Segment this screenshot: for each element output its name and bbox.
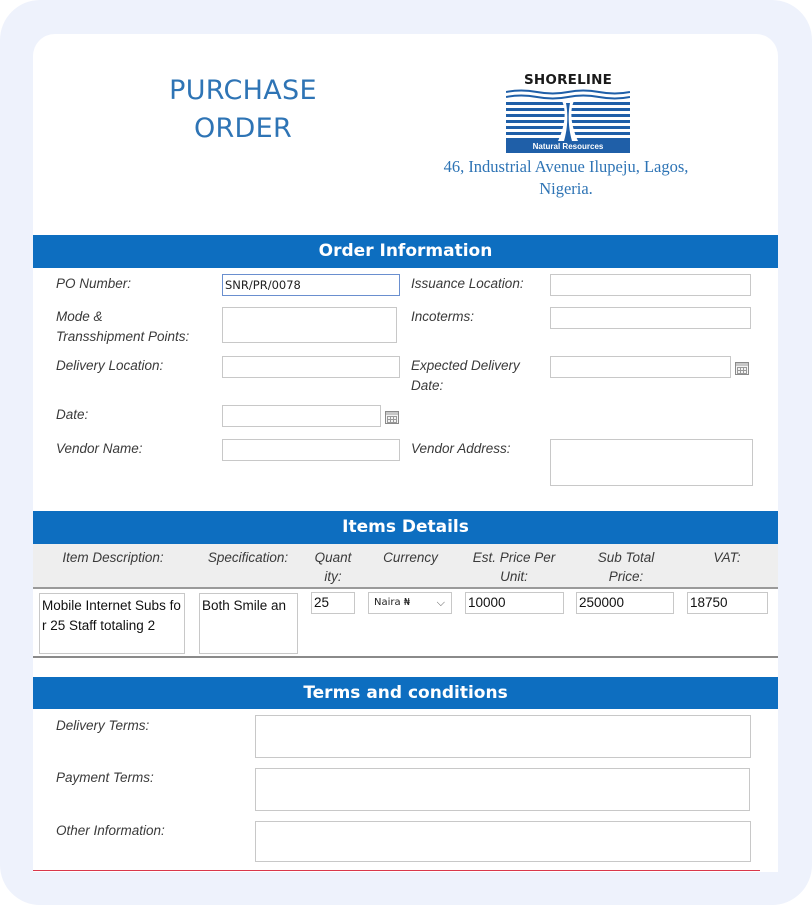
col-quantity-line-2: ity: <box>324 569 342 584</box>
col-subtotal-line-1: Sub Total <box>597 550 655 565</box>
col-sub-total <box>578 548 674 586</box>
currency-selected-value: Naira ₦ <box>374 597 411 608</box>
expected-delivery-line-2: Date: <box>411 378 444 393</box>
other-information-field[interactable] <box>255 821 751 862</box>
calendar-icon[interactable] <box>385 411 399 424</box>
vendor-address-label: Vendor Address: <box>411 441 511 456</box>
address-line-1: 46, Industrial Avenue Ilupeju, Lagos, <box>443 157 689 176</box>
vat-cell[interactable]: 18750 <box>687 592 768 614</box>
date-label: Date: <box>56 407 89 422</box>
issuance-location-label: Issuance Location: <box>411 276 524 291</box>
items-table-header <box>33 544 778 589</box>
mode-label-line-1: Mode & <box>56 309 103 324</box>
col-item-description: Item Description: <box>62 550 164 565</box>
currency-select[interactable] <box>368 592 452 614</box>
logo-waves-icon <box>506 89 630 141</box>
payment-terms-label: Payment Terms: <box>56 770 154 785</box>
title-line-1: PURCHASE <box>169 75 317 106</box>
delivery-location-field[interactable] <box>222 356 400 378</box>
vendor-address-field[interactable] <box>550 439 753 486</box>
page-title <box>153 72 333 148</box>
issuance-location-field[interactable] <box>550 274 751 296</box>
page-bottom-border <box>33 870 760 871</box>
delivery-location-label: Delivery Location: <box>56 358 164 373</box>
col-est-price <box>461 548 567 586</box>
address-line-2: Nigeria. <box>539 179 593 198</box>
date-field[interactable] <box>222 405 381 427</box>
other-information-label: Other Information: <box>56 823 165 838</box>
chevron-down-icon: ⌵ <box>436 596 445 609</box>
calendar-icon[interactable] <box>735 362 749 375</box>
col-vat: VAT: <box>713 550 741 565</box>
purchase-order-form <box>33 34 778 872</box>
title-line-2: ORDER <box>193 113 293 144</box>
sub-total-cell[interactable]: 250000 <box>576 592 674 614</box>
items-divider <box>33 656 778 658</box>
col-currency: Currency <box>383 550 438 565</box>
specification-cell[interactable]: Both Smile an <box>199 593 298 654</box>
terms-conditions-header: Terms and conditions <box>33 677 778 709</box>
expected-delivery-date-label <box>411 356 520 396</box>
est-price-cell[interactable]: 10000 <box>465 592 564 614</box>
items-details-header: Items Details <box>33 511 778 544</box>
company-address <box>416 156 716 200</box>
item-description-cell[interactable]: Mobile Internet Subs for 25 Staff totaling 2 <box>39 593 185 654</box>
incoterms-label: Incoterms: <box>411 309 475 324</box>
incoterms-field[interactable] <box>550 307 751 329</box>
po-number-field[interactable]: SNR/PR/0078 <box>222 274 400 296</box>
quantity-cell[interactable]: 25 <box>311 592 355 614</box>
mode-transshipment-field[interactable] <box>222 307 397 343</box>
delivery-terms-label: Delivery Terms: <box>56 718 150 733</box>
order-information-header: Order Information <box>33 235 778 268</box>
po-number-label: PO Number: <box>56 276 132 291</box>
col-quantity-line-1: Quant <box>314 550 352 565</box>
payment-terms-field[interactable] <box>255 768 750 811</box>
mode-label-line-2: Transshipment Points: <box>56 329 190 344</box>
col-price-line-1: Est. Price Per <box>472 550 556 565</box>
logo-name: SHORELINE <box>523 72 613 88</box>
logo-subtitle: Natural Resources <box>506 141 630 153</box>
col-subtotal-line-2: Price: <box>608 569 644 584</box>
delivery-terms-field[interactable] <box>255 715 751 758</box>
mode-transshipment-label <box>56 307 189 347</box>
col-price-line-2: Unit: <box>500 569 528 584</box>
company-logo <box>505 72 631 154</box>
col-quantity <box>308 548 358 586</box>
vendor-name-field[interactable] <box>222 439 400 461</box>
col-specification: Specification: <box>207 550 289 565</box>
vendor-name-label: Vendor Name: <box>56 441 143 456</box>
expected-delivery-line-1: Expected Delivery <box>411 358 520 373</box>
expected-delivery-date-field[interactable] <box>550 356 731 378</box>
